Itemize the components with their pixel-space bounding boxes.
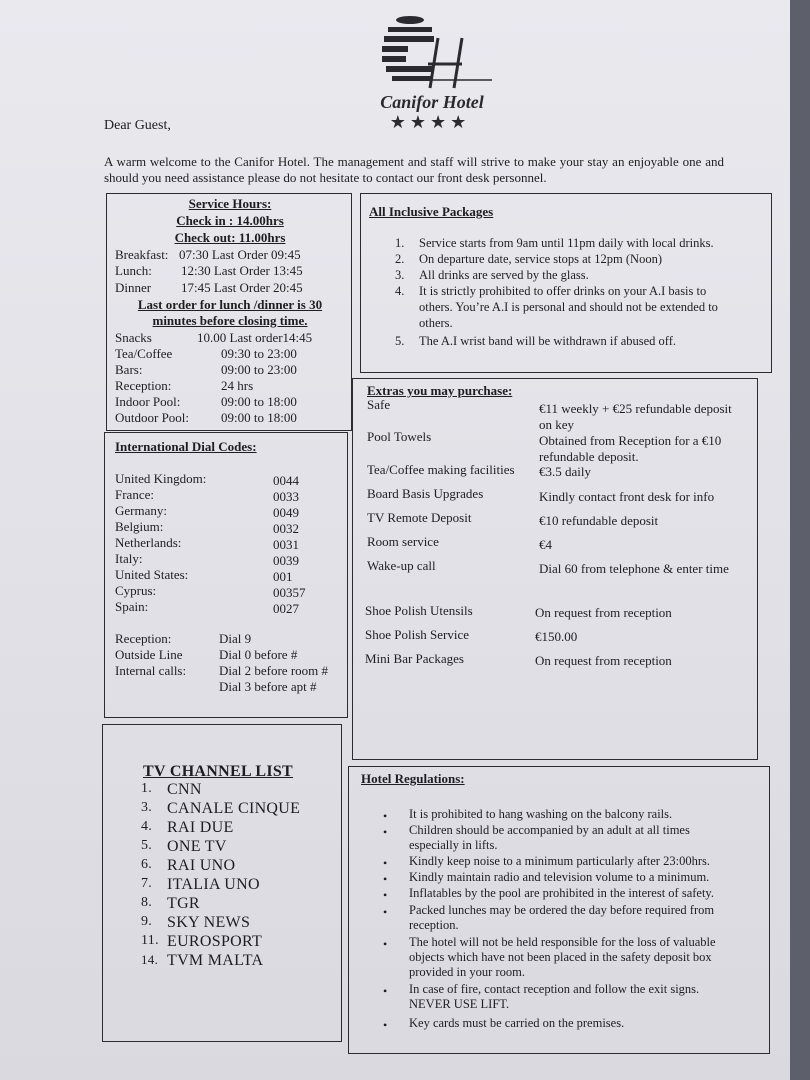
bullet-icon: • [383, 872, 388, 886]
extra-price: €150.00 [535, 629, 578, 644]
channel-number: 7. [141, 876, 153, 891]
country-code: 0031 [273, 537, 299, 552]
regulation-text: Children should be accompanied by an adult at all times [409, 823, 690, 837]
channel-name: EUROSPORT [167, 933, 263, 950]
list-item: The A.I wrist band will be withdrawn if abused off. [419, 334, 677, 348]
country-code: 0049 [273, 505, 299, 520]
list-number: 3. [395, 268, 405, 282]
list-number: 1. [395, 236, 405, 250]
extras-box [352, 378, 758, 760]
channel-name: SKY NEWS [167, 914, 251, 931]
internal-value: Dial 2 before room # [219, 663, 329, 678]
facility-hours: 10.00 Last order14:45 [197, 330, 313, 345]
channel-number: 1. [141, 781, 153, 796]
list-number: 5. [395, 334, 405, 348]
meal-time: 07:30 Last Order 09:45 [179, 247, 301, 262]
facility-label: Bars: [115, 362, 143, 377]
extra-name: Tea/Coffee making facilities [367, 462, 515, 477]
tv-channel-box [102, 724, 342, 1042]
extra-price: On request from reception [535, 605, 672, 620]
internal-label: Reception: [115, 631, 172, 646]
channel-number: 6. [141, 857, 153, 872]
extra-name: TV Remote Deposit [367, 510, 472, 525]
channel-number: 5. [141, 838, 153, 853]
extra-price: on key [539, 417, 575, 432]
facility-hours: 09:00 to 18:00 [221, 394, 297, 409]
facility-hours: 09:00 to 18:00 [221, 410, 297, 425]
country-name: Cyprus: [115, 583, 157, 598]
regulation-text: Inflatables by the pool are prohibited in the interest of safety. [409, 886, 714, 900]
internal-value: Dial 0 before # [219, 647, 298, 662]
dial-codes-title: International Dial Codes: [115, 439, 257, 454]
country-code: 0039 [273, 553, 299, 568]
extra-name: Shoe Polish Utensils [365, 603, 473, 618]
country-code: 0033 [273, 489, 299, 504]
channel-number: 3. [141, 800, 153, 815]
country-name: United Kingdom: [115, 471, 207, 486]
extra-price: €11 weekly + €25 refundable deposit [539, 401, 732, 416]
extra-price: refundable deposit. [539, 449, 639, 464]
channel-number: 9. [141, 914, 153, 929]
regulations-box [348, 766, 770, 1054]
regulation-text: provided in your room. [409, 965, 525, 979]
country-name: Belgium: [115, 519, 164, 534]
last-order-note: minutes before closing time. [152, 313, 308, 328]
last-order-note: Last order for lunch /dinner is 30 [137, 297, 323, 312]
country-name: United States: [115, 567, 189, 582]
country-name: Netherlands: [115, 535, 182, 550]
regulations-title: Hotel Regulations: [361, 771, 465, 786]
country-name: Germany: [115, 503, 167, 518]
facility-label: Outdoor Pool: [115, 410, 190, 425]
list-number: 2. [395, 252, 405, 266]
regulation-text: especially in lifts. [409, 838, 498, 852]
bullet-icon: • [383, 984, 388, 998]
facility-hours: 09:00 to 23:00 [221, 362, 297, 377]
country-code: 00357 [273, 585, 306, 600]
service-hours-box [106, 193, 352, 431]
facility-hours: 09:30 to 23:00 [221, 346, 297, 361]
facility-label: Tea/Coffee [115, 346, 173, 361]
internal-label: Outside Line [115, 647, 183, 662]
regulation-text: The hotel will not be held responsible for the loss of valuable [409, 935, 716, 949]
regulation-text: objects which have not been placed in the safety deposit box [409, 950, 712, 964]
channel-name: TVM MALTA [167, 952, 264, 969]
extra-price: Obtained from Reception for a €10 [539, 433, 722, 448]
greeting: Dear Guest, [104, 118, 171, 133]
regulation-text: Kindly keep noise to a minimum particularly after 23:00hrs. [409, 854, 710, 868]
meal-label: Dinner [115, 280, 152, 295]
channel-name: RAI UNO [167, 857, 236, 874]
check-in-time: Check in : 14.00hrs [176, 213, 284, 228]
hotel-name: Canifor Hotel [380, 92, 484, 112]
list-item: On departure date, service stops at 12pm (Noon) [419, 252, 662, 266]
meal-label: Lunch: [115, 263, 152, 278]
list-item: All drinks are served by the glass. [419, 268, 589, 282]
bullet-icon: • [383, 809, 388, 823]
extra-name: Board Basis Upgrades [367, 486, 484, 501]
list-item: others. [419, 316, 453, 330]
regulation-text: In case of fire, contact reception and follow the exit signs. [409, 982, 700, 996]
country-code: 0032 [273, 521, 299, 536]
regulation-text: reception. [409, 918, 459, 932]
channel-name: ONE TV [167, 838, 227, 855]
internal-label: Internal calls: [115, 663, 187, 678]
channel-number: 14. [141, 952, 159, 967]
country-name: Italy: [115, 551, 143, 566]
bullet-icon: • [383, 1018, 388, 1032]
channel-number: 4. [141, 819, 153, 834]
list-item: It is strictly prohibited to offer drinks on your A.I basis to [419, 284, 707, 298]
meal-label: Breakfast: [115, 247, 169, 262]
country-code: 0044 [273, 473, 299, 488]
facility-label: Snacks [115, 330, 152, 345]
service-hours-title: Service Hours: [188, 196, 272, 211]
channel-name: CANALE CINQUE [167, 800, 301, 817]
extra-name: Room service [367, 534, 439, 549]
extra-price: On request from reception [535, 653, 672, 668]
internal-value: Dial 3 before apt # [219, 679, 317, 694]
dial-codes-box [104, 432, 348, 718]
extra-name: Pool Towels [367, 429, 432, 444]
channel-name: TGR [167, 895, 200, 912]
extra-name: Mini Bar Packages [365, 651, 464, 666]
regulation-text: Packed lunches may be ordered the day before required from [409, 903, 715, 917]
extra-price: €10 refundable deposit [539, 513, 659, 528]
list-item: Service starts from 9am until 11pm daily with local drinks. [419, 236, 714, 250]
extra-name: Wake-up call [367, 558, 436, 573]
country-name: France: [115, 487, 154, 502]
star-rating: ★★★★ [389, 112, 471, 132]
channel-name: ITALIA UNO [167, 876, 260, 893]
facility-label: Indoor Pool: [115, 394, 181, 409]
extras-title: Extras you may purchase: [367, 383, 513, 398]
all-inclusive-title: All Inclusive Packages [369, 204, 494, 219]
bullet-icon: • [383, 888, 388, 902]
regulation-text: NEVER USE LIFT. [409, 997, 510, 1011]
regulation-text: Key cards must be carried on the premises. [409, 1016, 625, 1030]
list-item: others. You’re A.I is personal and should not be extended to [419, 300, 718, 314]
all-inclusive-box [360, 193, 772, 373]
channel-name: CNN [167, 781, 202, 798]
extra-name: Shoe Polish Service [365, 627, 469, 642]
facility-label: Reception: [115, 378, 172, 393]
country-code: 001 [273, 569, 293, 584]
extra-price: Kindly contact front desk for info [539, 489, 715, 504]
bullet-icon: • [383, 905, 388, 919]
extra-price: €3.5 daily [539, 464, 591, 479]
meal-time: 17:45 Last Order 20:45 [181, 280, 303, 295]
extra-price: Dial 60 from telephone & enter time [539, 561, 729, 576]
regulation-text: Kindly maintain radio and television volume to a minimum. [409, 870, 710, 884]
bullet-icon: • [383, 856, 388, 870]
country-code: 0027 [273, 601, 299, 616]
tv-channel-title: TV CHANNEL LIST [143, 763, 294, 780]
channel-number: 8. [141, 895, 153, 910]
bullet-icon: • [383, 825, 388, 839]
facility-hours: 24 hrs [221, 378, 254, 393]
bullet-icon: • [383, 937, 388, 951]
internal-value: Dial 9 [219, 631, 252, 646]
extra-price: €4 [539, 537, 552, 552]
channel-number: 11. [141, 933, 159, 948]
meal-time: 12:30 Last Order 13:45 [181, 263, 303, 278]
check-out-time: Check out: 11.00hrs [174, 230, 286, 245]
extra-name: Safe [367, 397, 391, 412]
regulation-text: It is prohibited to hang washing on the balcony rails. [409, 807, 673, 821]
intro-paragraph: A warm welcome to the Canifor Hotel. The management and staff will strive to make your stay an enjoyable one and should you need assistance please do not hesitate to contact our front desk personnel. [104, 154, 724, 185]
list-number: 4. [395, 284, 405, 298]
country-name: Spain: [115, 599, 149, 614]
channel-name: RAI DUE [167, 819, 234, 836]
